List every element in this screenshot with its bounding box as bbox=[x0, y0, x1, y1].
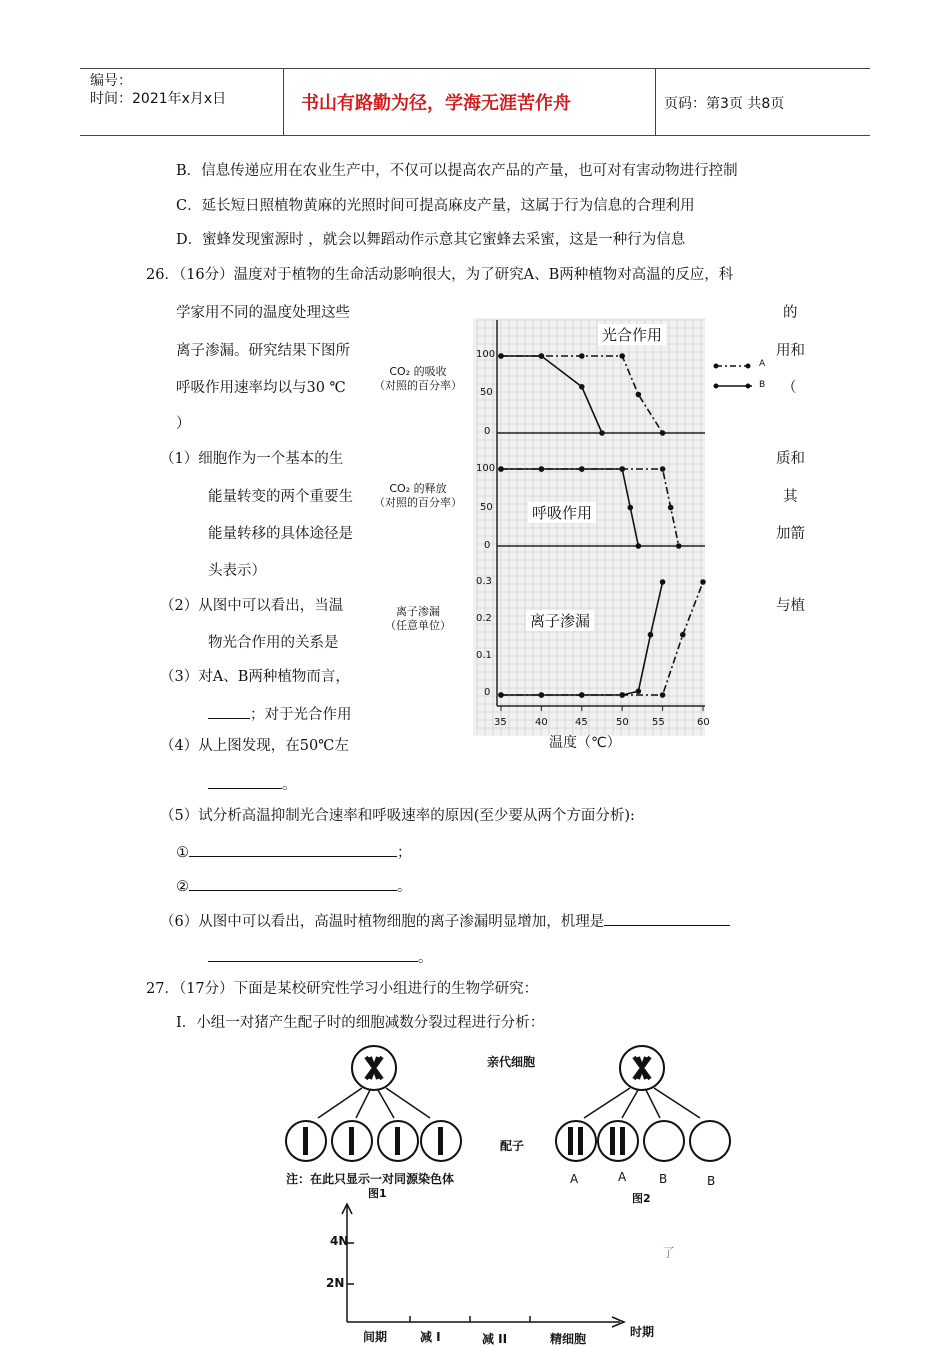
date-label: 时间：2021年x月x日 bbox=[90, 91, 227, 107]
q26-sub6-tail: 。 bbox=[418, 950, 433, 966]
gamete-label: 配子 bbox=[500, 1139, 525, 1153]
ytick-label: 0 bbox=[484, 426, 491, 437]
fig1-arrows bbox=[318, 1088, 430, 1118]
q26-sub2: （2）从图中可以看出，当温 bbox=[160, 598, 344, 614]
option-d: D．蜜蜂发现蜜源时 ，就会以舞蹈动作示意其它蜜蜂去采蜜，这是一种行为信息 bbox=[176, 232, 686, 248]
respiration-title: 呼吸作用 bbox=[528, 502, 596, 523]
legend-b-label: B bbox=[759, 380, 766, 390]
q26-sub1: 质和 bbox=[776, 451, 805, 467]
period-meiosis2: 减 II bbox=[482, 1332, 508, 1346]
dna-axes bbox=[342, 1204, 624, 1327]
q26-sub1: 头表示） bbox=[208, 563, 266, 579]
q27-stem: 27．（17分）下面是某校研究性学习小组进行的生物学研究： bbox=[146, 981, 539, 997]
period-meiosis1: 减 I bbox=[420, 1330, 441, 1344]
fig1-gamete-cells bbox=[286, 1121, 461, 1161]
item-tail: 。 bbox=[397, 879, 412, 895]
figure-note: 注：在此只显示一对同源染色体 bbox=[286, 1172, 455, 1186]
item-marker: ① bbox=[176, 845, 189, 861]
period-sperm: 精细胞 bbox=[550, 1332, 587, 1346]
q26-stem-text: 的 bbox=[783, 305, 798, 321]
q26-stem-text: ） bbox=[176, 416, 191, 432]
fig2-caption: 图2 bbox=[632, 1192, 651, 1205]
q26-sub1: 能量转移的具体途径是 bbox=[208, 526, 353, 542]
ylabel-line: 离子渗漏 bbox=[396, 605, 440, 618]
q26-sub4-text: 。 bbox=[282, 777, 297, 793]
axis-period-label: 时期 bbox=[630, 1325, 655, 1339]
ytick-label: 50 bbox=[480, 387, 493, 398]
fig2-parent-cell bbox=[620, 1046, 664, 1090]
ytick-label: 100 bbox=[476, 463, 496, 474]
q26-sub1: 能量转变的两个重要生 bbox=[208, 489, 353, 505]
fig2-gamete-b: B bbox=[707, 1174, 716, 1188]
q26-sub5: （5）试分析高温抑制光合速率和呼吸速率的原因(至少要从两个方面分析): bbox=[160, 808, 635, 824]
ylabel-line: （对照的百分率） bbox=[374, 496, 462, 509]
ylabel-line: CO₂ 的释放 bbox=[389, 482, 447, 495]
photosynthesis-title: 光合作用 bbox=[598, 324, 666, 345]
ylabel-line: （任意单位） bbox=[385, 619, 451, 632]
axis-2n: 2N bbox=[326, 1276, 345, 1290]
parent-cell-label: 亲代细胞 bbox=[487, 1055, 536, 1069]
ytick-label: 0 bbox=[484, 540, 491, 551]
fig2-arrows bbox=[584, 1088, 700, 1118]
q26-stem: 26．（16分）温度对于植物的生命活动影响很大，为了研究A、B两种植物对高温的反应，科 bbox=[146, 267, 734, 283]
axis-4n: 4N bbox=[330, 1234, 349, 1248]
q26-sub6: （6）从图中可以看出，高温时植物细胞的离子渗漏明显增加，机理是 bbox=[160, 914, 605, 930]
q26-stem-text: 用和 bbox=[776, 343, 805, 359]
fig2-gamete-cells bbox=[556, 1121, 730, 1161]
fig2-gamete-b: B bbox=[659, 1172, 668, 1186]
ytick-label: 50 bbox=[480, 502, 493, 513]
xtick-label: 60 bbox=[697, 717, 710, 728]
q26-sub3: （3）对A、B两种植物而言， bbox=[160, 669, 350, 685]
q26-sub3-text: ；对于光合作用 bbox=[250, 707, 352, 723]
period-interphase: 间期 bbox=[363, 1330, 388, 1344]
ytick-label: 0 bbox=[484, 687, 491, 698]
q26-sub1: 加箭 bbox=[776, 526, 805, 542]
fig2-gamete-a: A bbox=[618, 1170, 627, 1184]
ytick-label: 0.1 bbox=[476, 650, 492, 661]
q26-sub2: 物光合作用的关系是 bbox=[208, 635, 339, 651]
leakage-title: 离子渗漏 bbox=[526, 610, 594, 631]
legend-a-label: A bbox=[759, 359, 766, 369]
q26-sub4: （4）从上图发现，在50℃左 bbox=[160, 738, 349, 754]
q26-stem-text: 学家用不同的温度处理这些 bbox=[176, 305, 350, 321]
ytick-label: 100 bbox=[476, 349, 496, 360]
serial-label: 编号： bbox=[90, 73, 132, 89]
q27-part1: I．小组一对猪产生配子时的细胞减数分裂过程进行分析： bbox=[176, 1015, 545, 1031]
option-c: C．延长短日照植物黄麻的光照时间可提高麻皮产量，这属于行为信息的合理利用 bbox=[176, 198, 695, 214]
ylabel-line: CO₂ 的吸收 bbox=[389, 365, 447, 378]
item-tail: ； bbox=[397, 845, 412, 861]
item-marker: ② bbox=[176, 879, 189, 895]
fig1-parent-cell bbox=[352, 1046, 396, 1090]
ytick-label: 0.3 bbox=[476, 576, 492, 587]
stray-mark: 了 bbox=[662, 1246, 676, 1261]
ytick-label: 0.2 bbox=[476, 613, 492, 624]
q26-stem-text: 呼吸作用速率均以与30 ℃ bbox=[176, 380, 346, 396]
q26-sub1: （1）细胞作为一个基本的生 bbox=[160, 451, 344, 467]
page-info: 页码：第3页 共8页 bbox=[664, 96, 785, 112]
chart-xlabel: 温度（℃） bbox=[549, 735, 621, 751]
q26-stem-text: 离子渗漏。研究结果下图所 bbox=[176, 343, 350, 359]
q26-stem-text: （ bbox=[782, 380, 797, 396]
fig1-caption: 图1 bbox=[368, 1187, 387, 1200]
q26-sub2: 与植 bbox=[776, 598, 805, 614]
option-b: B．信息传递应用在农业生产中，不仅可以提高农产品的产量，也可对有害动物进行控制 bbox=[176, 163, 738, 179]
fig2-gamete-a: A bbox=[570, 1172, 579, 1186]
xtick-label: 45 bbox=[575, 717, 588, 728]
motto: 书山有路勤为径，学海无涯苦作舟 bbox=[301, 93, 571, 114]
xtick-label: 40 bbox=[535, 717, 548, 728]
xtick-label: 35 bbox=[494, 717, 507, 728]
ylabel-line: （对照的百分率） bbox=[374, 379, 462, 392]
xtick-label: 50 bbox=[616, 717, 629, 728]
q26-sub1: 其 bbox=[783, 489, 798, 505]
xtick-label: 55 bbox=[652, 717, 665, 728]
